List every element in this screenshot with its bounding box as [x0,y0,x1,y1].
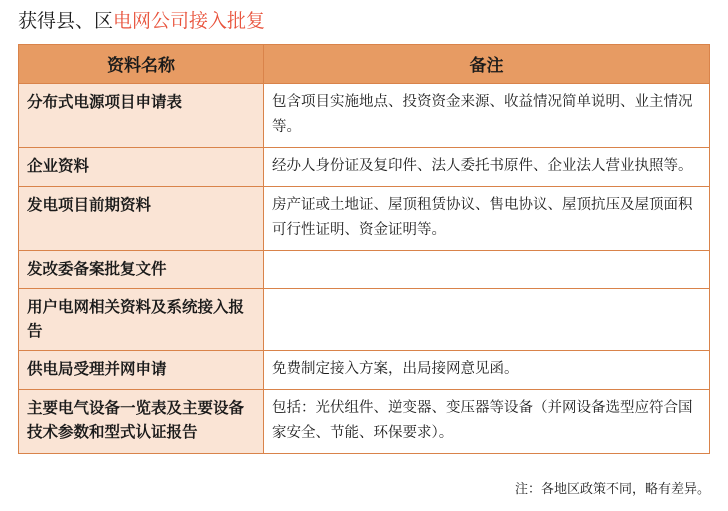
cell-remark: 免费制定接入方案，出局接网意见函。 [264,351,710,390]
cell-remark: 房产证或土地证、屋顶租赁协议、售电协议、屋顶抗压及屋顶面积可行性证明、资金证明等。 [264,187,710,251]
page-title [18,8,265,34]
table-row [19,351,710,390]
table-row [19,84,710,148]
table-row [19,390,710,454]
table-header [19,45,710,84]
cell-remark: 经办人身份证及复印件、法人委托书原件、企业法人营业执照等。 [264,148,710,187]
cell-remark: 包括：光伏组件、逆变器、变压器等设备（并网设备选型应符合国家安全、节能、环保要求）。 [264,390,710,454]
table-header-row [19,45,710,84]
cell-material-name: 主要电气设备一览表及主要设备技术参数和型式认证报告 [19,390,264,454]
cell-remark: 包含项目实施地点、投资资金来源、收益情况简单说明、业主情况等。 [264,84,710,148]
cell-remark [264,251,710,289]
cell-remark [264,289,710,351]
column-header-note: 备注 [264,45,710,84]
table-row [19,187,710,251]
table-row [19,148,710,187]
page-title-highlight: 电网公司接入批复 [113,10,266,32]
table-body [19,84,710,454]
table-row [19,251,710,289]
column-header-name: 资料名称 [19,45,264,84]
cell-material-name: 用户电网相关资料及系统接入报告 [19,289,264,351]
cell-material-name: 发电项目前期资料 [19,187,264,251]
page-title-prefix: 获得县、区 [18,10,114,32]
cell-material-name: 企业资料 [19,148,264,187]
requirements-table [18,44,710,454]
cell-material-name: 发改委备案批复文件 [19,251,264,289]
footnote: 注：各地区政策不同，略有差异。 [514,482,710,497]
cell-material-name: 供电局受理并网申请 [19,351,264,390]
cell-material-name: 分布式电源项目申请表 [19,84,264,148]
table-row [19,289,710,351]
